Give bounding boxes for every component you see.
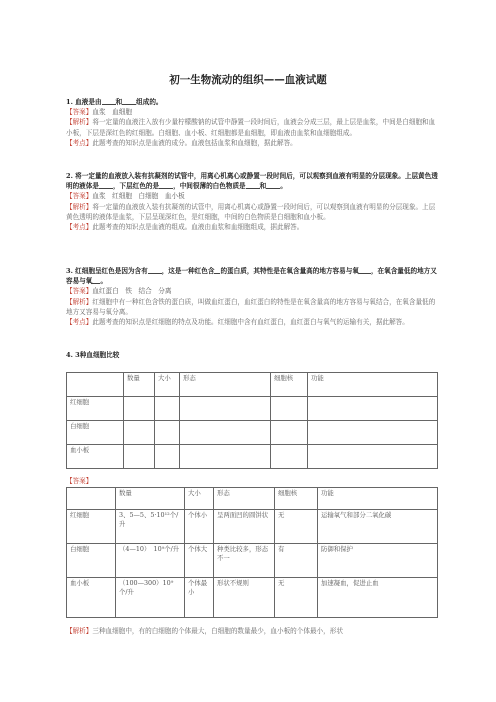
table-cell: 形状不规则	[214, 578, 275, 618]
question-3-stem-c: 的蛋白质，其特性是在氧含量高的地方容易与氧	[220, 267, 359, 275]
table-cell: 个体小	[185, 510, 214, 544]
table-row	[67, 544, 438, 578]
analysis-tag: 【解析】	[66, 118, 93, 127]
analysis-tag: 【解析】	[66, 297, 93, 306]
answer-text: 血浆 血细胞	[92, 108, 132, 117]
question-3-answer	[66, 286, 438, 296]
table-cell: 个体最小	[185, 578, 214, 618]
point-tag: 【考点】	[66, 138, 93, 147]
blank	[159, 181, 173, 189]
question-2-stem-b: ，下层红色的是	[112, 182, 160, 191]
point-text: 此题考查的知识点是血液的组成。血液由血浆和血细胞组成，据此解答。	[92, 223, 304, 232]
answer-text: 血红蛋白 铁 结合 分离	[92, 287, 172, 296]
table-row	[67, 578, 438, 618]
table-cell: （100—300）10⁹个/升	[116, 578, 185, 618]
point-text: 此题考查的知识点是红细胞的特点及功能。红细胞中含有血红蛋白，血红蛋白与氧气的运输有关，据此解答。	[92, 318, 409, 327]
blank	[266, 181, 280, 189]
question-1-stem-b: 和	[115, 98, 123, 106]
blank	[246, 181, 260, 189]
answer-tag: 【答案】	[66, 192, 93, 201]
point-text: 此题考查的知识点是血液的成分。血液包括血浆和血细胞，据此解答。	[92, 138, 297, 147]
answer-text: 血浆 红细胞 白细胞 血小板	[92, 192, 185, 201]
question-3-stem-b: ，这是一种红色含	[161, 267, 215, 275]
table-row-label: 红细胞	[67, 397, 124, 421]
table-header-cell: 细胞核	[271, 373, 308, 397]
question-2-stem	[66, 171, 438, 191]
table-cell: 有	[275, 544, 318, 578]
answer-tag: 【答案】	[66, 477, 93, 485]
question-2-stem-e: 。	[280, 182, 287, 191]
answer-tag: 【答案】	[66, 287, 93, 296]
table-row	[67, 421, 438, 445]
table-cell: 个体大	[185, 544, 214, 578]
analysis-tag: 【解析】	[66, 202, 93, 211]
table-header-cell: 功能	[318, 488, 438, 510]
question-2-analysis	[66, 202, 438, 222]
answer-tag: 【答案】	[66, 108, 93, 117]
question-1-stem-a: 1. 血液是由	[66, 98, 102, 106]
table-cell: 血小板	[67, 578, 116, 618]
table-header-cell	[67, 488, 116, 510]
table-cell: 红细胞	[67, 510, 116, 544]
table-header-cell: 功能	[308, 373, 438, 397]
question-2-point	[66, 222, 438, 232]
question-3-stem-e: 。	[100, 277, 107, 286]
question-2-stem-d: 和	[259, 182, 267, 191]
table-header-cell: 数量	[116, 488, 185, 510]
analysis-tag: 【解析】	[66, 627, 93, 635]
question-1-stem-c: 组成的。	[136, 98, 163, 106]
question-1-answer	[66, 107, 438, 117]
point-tag: 【考点】	[66, 318, 93, 327]
table-header-cell: 大小	[185, 488, 214, 510]
question-3-stem-d: ，在氧含量低的地方又容易与氧	[66, 267, 437, 286]
analysis-text: 将一定量的血液注入放有少量柠檬酸钠的试管中静置一段时间后，血液会分成三层，最上层是血浆，中间是白细胞和血小板，下层是深红色的红细胞。白细胞、血小板、红细胞都是血细胞，即血液由血浆和血细胞组成。	[66, 118, 436, 137]
analysis-text: 红细胞中有一种红色含铁的蛋白质，叫做血红蛋白，血红蛋白的特性是在氧含量高的地方容易与氧结合，在氧含量低的地方又容易与氧分离。	[66, 297, 436, 316]
question-4-analysis	[66, 626, 438, 636]
blank	[99, 181, 113, 189]
question-4-answer	[66, 476, 438, 486]
table-header-cell: 形态	[180, 373, 271, 397]
question-2	[66, 171, 438, 232]
table-cell: 种类比较多，形态不一	[214, 544, 275, 578]
analysis-text: 三种血细胞中，有的白细胞的个体最大，白细胞的数量最少，血小板的个体最小，形状	[92, 627, 343, 635]
table-header-row	[67, 373, 438, 397]
table-row	[67, 445, 438, 469]
table-cell: （4—10） 10⁹个/升	[116, 544, 185, 578]
question-3-stem	[66, 266, 438, 286]
question-1-stem	[66, 97, 438, 107]
blank	[102, 97, 116, 105]
table-row	[67, 510, 438, 544]
table-row-label: 白细胞	[67, 421, 124, 445]
table-cell: 运输氧气和部分二氧化碳	[318, 510, 438, 544]
page-title: 初一生物流动的组织——血液试题	[169, 74, 327, 86]
question-2-answer	[66, 191, 438, 201]
question-3	[66, 266, 438, 327]
question-2-stem-a: 2. 将一定量的血液放入装有抗凝剂的试管中，用离心机离心或静置一段时间后，可以观察到血液有明显的分层现象。上层黄色透明的液体是	[66, 172, 438, 191]
question-1	[66, 97, 438, 148]
question-1-point	[66, 138, 438, 148]
blank	[122, 97, 136, 105]
question-2-stem-c: ，中间很薄的白色物质是	[173, 182, 246, 191]
table-row-label: 血小板	[67, 445, 124, 469]
question-3-analysis	[66, 297, 438, 317]
table-header-cell: 数量	[124, 373, 155, 397]
table-header-row	[67, 488, 438, 510]
table-header-cell: 形态	[214, 488, 275, 510]
table-cell: 呈两面凹的圆饼状	[214, 510, 275, 544]
point-tag: 【考点】	[66, 223, 93, 232]
table-row	[67, 397, 438, 421]
analysis-text: 将一定量的血液放入装有抗凝剂的试管中，用离心机离心或静置一段时间后，可以观察到血液有明显的分层现象。上层黄色透明的液体是血浆，下层呈现深红色，是红细胞，中间的白色物质是白细胞和血小板。	[66, 202, 436, 221]
table-cell: 3、5—5、5·10¹²个/升	[116, 510, 185, 544]
question-3-point	[66, 317, 438, 327]
table-header-cell: 大小	[155, 373, 180, 397]
question-1-analysis	[66, 117, 438, 137]
table-cell: 防御和保护	[318, 544, 438, 578]
table-cell: 加速凝血，促进止血	[318, 578, 438, 618]
table-cell: 无	[275, 578, 318, 618]
table-cell: 无	[275, 510, 318, 544]
blank	[359, 266, 371, 274]
answer-comparison-table	[66, 487, 438, 618]
question-3-stem-a: 3. 红细胞呈红色是因为含有	[66, 267, 148, 275]
table-header-cell	[67, 373, 124, 397]
blank-comparison-table	[66, 372, 438, 469]
question-4-stem: 4. 3种血细胞比较	[66, 351, 120, 359]
blank	[148, 266, 162, 274]
table-cell: 白细胞	[67, 544, 116, 578]
table-header-cell: 细胞核	[275, 488, 318, 510]
